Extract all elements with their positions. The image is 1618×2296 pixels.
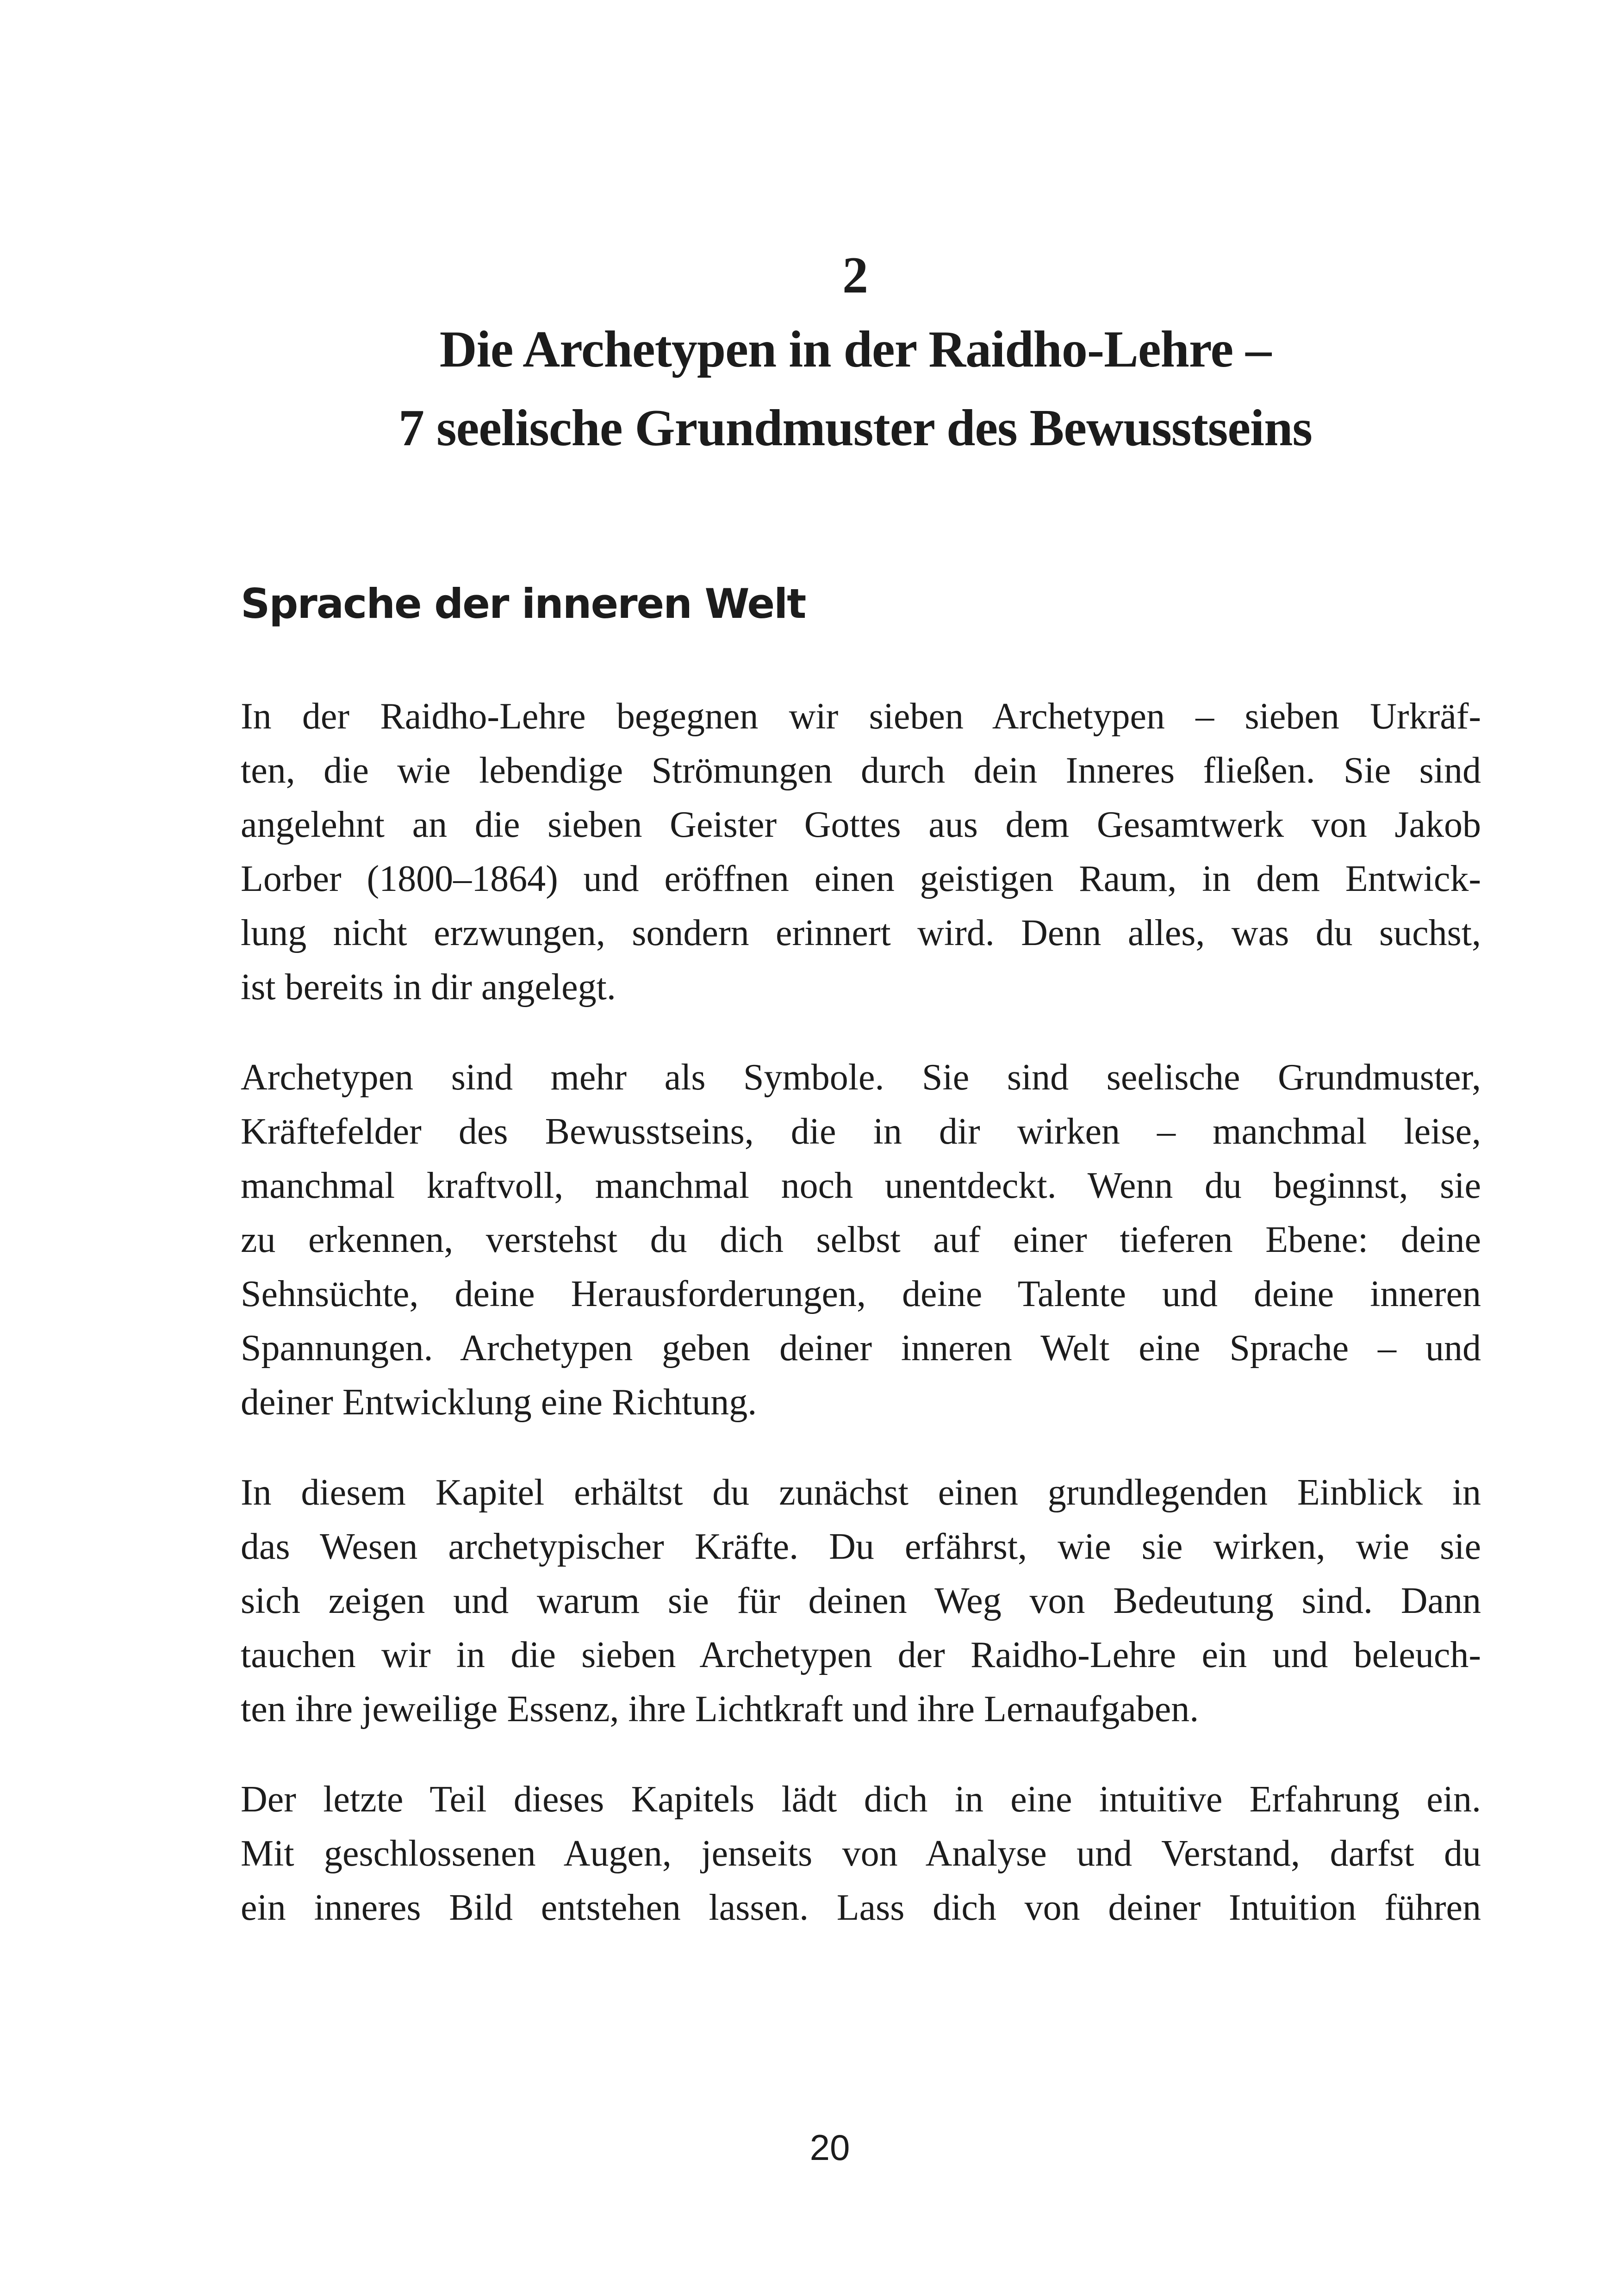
paragraph-line: ist bereits in dir angelegt. (241, 967, 616, 1008)
paragraph-line: das Wesen archetypischer Kräfte. Du erfährst, wie sie wirken, wie sie (241, 1526, 1481, 1567)
paragraph-line: ten ihre jeweilige Essenz, ihre Lichtkraft und ihre Lernaufgaben. (241, 1689, 1199, 1730)
paragraph-line: lung nicht erzwungen, sondern erinnert wird. Denn alles, was du suchst, (241, 913, 1481, 953)
paragraph-line: Sehnsüchte, deine Herausforderungen, deine Talente und deine inneren (241, 1274, 1481, 1314)
paragraph-line: tauchen wir in die sieben Archetypen der Raidho-Lehre ein und beleuch- (241, 1635, 1481, 1675)
paragraph-3 (241, 1466, 1481, 1736)
paragraph-line: deiner Entwicklung eine Richtung. (241, 1382, 757, 1423)
paragraph-line: Mit geschlossenen Augen, jenseits von Analyse und Verstand, darfst du (241, 1833, 1481, 1874)
paragraph-4 (241, 1773, 1481, 1935)
paragraph-1 (241, 690, 1481, 1014)
paragraph-2 (241, 1051, 1481, 1430)
paragraph-line: angelehnt an die sieben Geister Gottes aus dem Gesamtwerk von Jakob (241, 804, 1481, 845)
body-text (241, 690, 1481, 1971)
chapter-title-line-1: Die Archetypen in der Raidho-Lehre – (439, 321, 1271, 378)
paragraph-line: zu erkennen, verstehst du dich selbst auf einer tieferen Ebene: deine (241, 1220, 1481, 1260)
chapter-header (0, 241, 1618, 467)
paragraph-line: Lorber (1800–1864) und eröffnen einen geistigen Raum, in dem Entwick- (241, 859, 1481, 899)
paragraph-line: Archetypen sind mehr als Symbole. Sie sind seelische Grundmuster, (241, 1057, 1481, 1098)
paragraph-line: Der letzte Teil dieses Kapitels lädt dich in eine intuitive Erfahrung ein. (241, 1779, 1481, 1820)
chapter-title-line-2: 7 seelische Grundmuster des Bewusstseins (398, 399, 1313, 457)
paragraph-line: manchmal kraftvoll, manchmal noch unentdeckt. Wenn du beginnst, sie (241, 1165, 1481, 1206)
paragraph-line: ten, die wie lebendige Strömungen durch dein Inneres fließen. Sie sind (241, 750, 1481, 791)
section-heading: Sprache der inneren Welt (241, 580, 806, 628)
paragraph-line: In der Raidho-Lehre begegnen wir sieben Archetypen – sieben Urkräf- (241, 696, 1481, 737)
page-number: 20 (809, 2127, 850, 2168)
paragraph-line: sich zeigen und warum sie für deinen Weg von Bedeutung sind. Dann (241, 1580, 1481, 1621)
paragraph-line: Spannungen. Archetypen geben deiner inneren Welt eine Sprache – und (241, 1328, 1481, 1369)
paragraph-line: Kräftefelder des Bewusstseins, die in dir wirken – manchmal leise, (241, 1111, 1481, 1152)
paragraph-line: In diesem Kapitel erhältst du zunächst einen grundlegenden Einblick in (241, 1472, 1481, 1513)
paragraph-line: ein inneres Bild entstehen lassen. Lass dich von deiner Intuition führen (241, 1887, 1481, 1928)
chapter-number: 2 (842, 247, 868, 304)
